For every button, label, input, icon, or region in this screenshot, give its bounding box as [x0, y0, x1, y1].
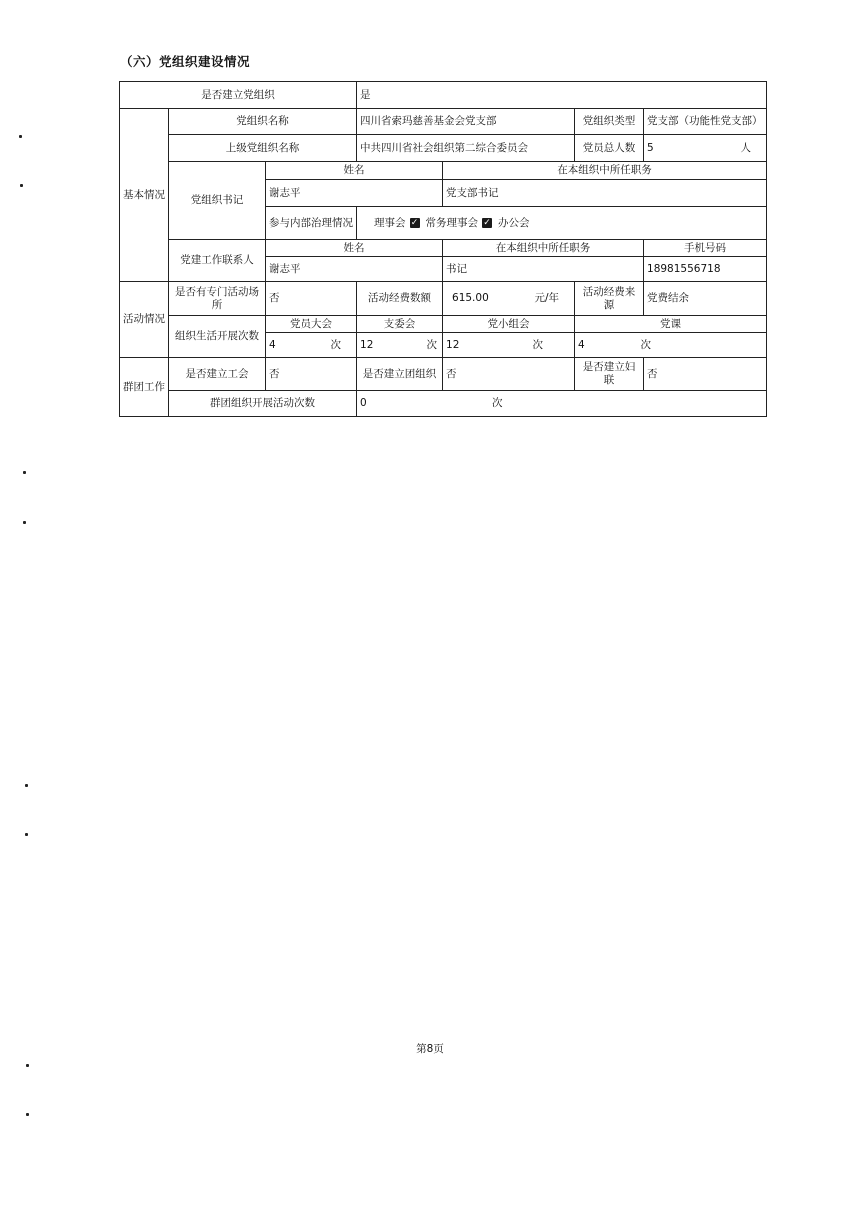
youth-league-value: 否 [443, 358, 575, 391]
life-unit: 次 [640, 338, 652, 351]
scan-mark [23, 521, 26, 524]
secretary-name-header: 姓名 [266, 162, 443, 180]
union-value: 否 [266, 358, 357, 391]
org-type-value: 党支部（功能性党支部） [644, 109, 767, 135]
contact-label: 党建工作联系人 [169, 240, 266, 282]
life-count: 4 [269, 338, 276, 351]
mass-activity-count-cell [357, 391, 767, 417]
funds-value: 615.00 [452, 292, 489, 304]
section-title: （六）党组织建设情况 [120, 54, 251, 69]
governance-item-board: 理事会 [374, 216, 406, 229]
contact-position-header: 在本组织中所任职务 [443, 240, 644, 257]
life-value-committee [357, 333, 443, 358]
page-number: 第8页 [416, 1043, 444, 1055]
life-unit: 次 [532, 338, 544, 351]
governance-options [357, 207, 767, 240]
life-unit: 次 [426, 338, 438, 351]
life-count: 4 [578, 338, 585, 351]
mass-activity-count-label: 群团组织开展活动次数 [169, 391, 357, 417]
funds-cell [443, 282, 575, 316]
funds-label: 活动经费数额 [357, 282, 443, 316]
life-value-party-lecture [575, 333, 767, 358]
established-label: 是否建立党组织 [120, 82, 357, 109]
union-label: 是否建立工会 [169, 358, 266, 391]
contact-phone: 18981556718 [644, 257, 767, 282]
scan-mark [26, 1113, 29, 1116]
life-unit: 次 [330, 338, 342, 351]
venue-label: 是否有专门活动场所 [169, 282, 266, 316]
women-federation-value: 否 [644, 358, 767, 391]
member-count-cell [644, 135, 767, 162]
secretary-name: 谢志平 [266, 180, 443, 207]
life-count: 12 [446, 338, 460, 351]
secretary-position: 党支部书记 [443, 180, 767, 207]
contact-name: 谢志平 [266, 257, 443, 282]
member-count-label: 党员总人数 [575, 135, 644, 162]
scan-mark [26, 1064, 29, 1067]
scan-mark [19, 135, 22, 138]
funds-source-value: 党费结余 [644, 282, 767, 316]
governance-item-office-meeting: 办公会 [498, 216, 530, 229]
governance-label: 参与内部治理情况 [266, 207, 357, 240]
checkbox-checked-icon: ✓ [410, 218, 419, 228]
scan-mark [20, 184, 23, 187]
governance-item-standing-board: 常务理事会 [425, 216, 479, 229]
activity-label: 活动情况 [120, 282, 169, 358]
life-header-group-meeting: 党小组会 [443, 316, 575, 333]
party-organization-table [119, 81, 767, 417]
org-name-value: 四川省索玛慈善基金会党支部 [357, 109, 575, 135]
venue-value: 否 [266, 282, 357, 316]
youth-league-label: 是否建立团组织 [357, 358, 443, 391]
life-count: 12 [360, 338, 374, 351]
women-federation-label: 是否建立妇联 [575, 358, 644, 391]
established-value: 是 [357, 82, 767, 109]
scan-mark [25, 833, 28, 836]
secretary-position-header: 在本组织中所任职务 [443, 162, 767, 180]
life-value-group-meeting [443, 333, 575, 358]
parent-org-value: 中共四川省社会组织第二综合委员会 [357, 135, 575, 162]
member-count-unit: 人 [740, 141, 752, 154]
life-value-general-meeting [266, 333, 357, 358]
checkbox-checked-icon: ✓ [483, 218, 491, 228]
mass-work-label: 群团工作 [120, 358, 169, 417]
scan-mark [25, 784, 28, 787]
parent-org-label: 上级党组织名称 [169, 135, 357, 162]
basic-info-label: 基本情况 [120, 109, 169, 282]
secretary-label: 党组织书记 [169, 162, 266, 240]
contact-name-header: 姓名 [266, 240, 443, 257]
org-name-label: 党组织名称 [169, 109, 357, 135]
mass-activity-count-value: 0 [360, 397, 367, 409]
funds-unit: 元/年 [534, 292, 560, 304]
life-header-committee: 支委会 [357, 316, 443, 333]
org-life-label: 组织生活开展次数 [169, 316, 266, 358]
phone-header: 手机号码 [644, 240, 767, 257]
mass-activity-count-unit: 次 [492, 397, 503, 409]
org-type-label: 党组织类型 [575, 109, 644, 135]
funds-source-label: 活动经费来源 [575, 282, 644, 316]
life-header-party-lecture: 党课 [575, 316, 767, 333]
contact-position: 书记 [443, 257, 644, 282]
scan-mark [23, 471, 26, 474]
life-header-general-meeting: 党员大会 [266, 316, 357, 333]
member-count-value: 5 [647, 141, 654, 154]
